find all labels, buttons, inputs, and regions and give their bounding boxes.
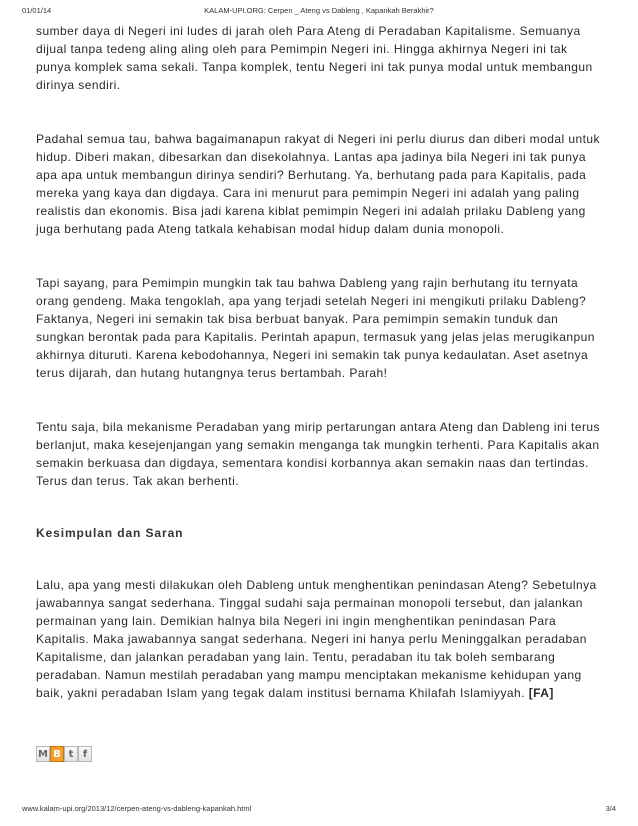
page-title: KALAM-UPI.ORG: Cerpen _ Ateng vs Dableng , Kapankah Berakhir? (204, 6, 434, 15)
paragraph-3: Tapi sayang, para Pemimpin mungkin tak tau bahwa Dableng yang rajin berhutang itu ternyata orang gendeng. Maka tengoklah, apa yang terjadi setelah Negeri ini mengikuti prilaku Dableng? Faktanya, Negeri ini semakin tak bisa berbuat banyak. Para pemimpin semakin tunduk dan sungkan berontak pada para Kapitalis. Perintah apapun, termasuk yang jelas jelas merugikanpun akhirnya dituruti. Karena kebodohannya, Negeri ini semakin tak punya kedaulatan. Aset asetnya terus dijarah, dan hutang hutangnya terus bertambah. Parah! (36, 276, 595, 380)
section-heading: Kesimpulan dan Saran (36, 526, 184, 540)
twitter-icon[interactable]: t (64, 746, 78, 762)
page-number: 3/4 (605, 804, 616, 813)
blogger-icon[interactable]: B (50, 746, 64, 762)
facebook-icon[interactable]: f (78, 746, 92, 762)
print-header (22, 6, 616, 18)
share-buttons (36, 746, 92, 764)
paragraph-5-text: Lalu, apa yang mesti dilakukan oleh Dableng untuk menghentikan penindasan Ateng? Sebetulnya jawabannya sangat sederhana. Tinggal sudahi saja permainan monopoli tersebut, dan jalankan permainan yang lain. Demikian halnya bila Negeri ini ingin menghentikan penindasan Para Kapitalis. Maka jawabannya sangat sederhana. Negeri ini hanya perlu Meninggalkan peradaban Kapitalisme, dan jalankan peradaban yang lain. Tentu, peradaban itu tak boleh sembarang peradaban. Namun mestilah peradaban yang mampu menciptakan mekanisme kehidupan yang baik, yakni peradaban Islam yang tegak dalam institusi bernama Khilafah Islamiyyah. (36, 578, 597, 700)
email-icon[interactable]: M (36, 746, 50, 762)
paragraph-4: Tentu saja, bila mekanisme Peradaban yang mirip pertarungan antara Ateng dan Dableng ini terus berlanjut, maka kesejenjangan yang semakin menganga tak mungkin terhenti. Para Kapitalis akan semakin berkuasa dan digdaya, sementara kondisi korbannya akan semakin naas dan tertindas. Terus dan terus. Tak akan berhenti. (36, 420, 600, 488)
article-body (36, 22, 606, 702)
paragraph-5 (36, 576, 606, 702)
paragraph-1: sumber daya di Negeri ini ludes di jarah oleh Para Ateng di Peradaban Kapitalisme. Semuanya dijual tanpa tedeng aling aling oleh para Pemimpin Negeri ini. Hingga akhirnya Negeri ini tak punya komplek sama sekali. Tanpa komplek, tentu Negeri ini tak punya modal untuk membangun dirinya sendiri. (36, 24, 593, 92)
author-tag: [FA] (528, 686, 554, 700)
print-footer (22, 804, 616, 816)
print-date: 01/01/14 (22, 6, 52, 15)
paragraph-2: Padahal semua tau, bahwa bagaimanapun rakyat di Negeri ini perlu diurus dan diberi modal untuk hidup. Diberi makan, dibesarkan dan disekolahnya. Lantas apa jadinya bila Negeri ini tak punya apa apa untuk membangun dirinya sendiri? Berhutang. Ya, berhutang pada para Kapitalis, pada mereka yang kaya dan digdaya. Cara ini menurut para pemimpin Negeri ini adalah yang paling realistis dan ekonomis. Bisa jadi karena kiblat pemimpin Negeri ini adalah prilaku Dableng yang juga berhutang pada Ateng tatkala kehabisan modal hidup dalam dunia monopoli. (36, 132, 600, 236)
page-url: www.kalam-upi.org/2013/12/cerpen-ateng-vs-dableng-kapankah.html (22, 804, 252, 813)
